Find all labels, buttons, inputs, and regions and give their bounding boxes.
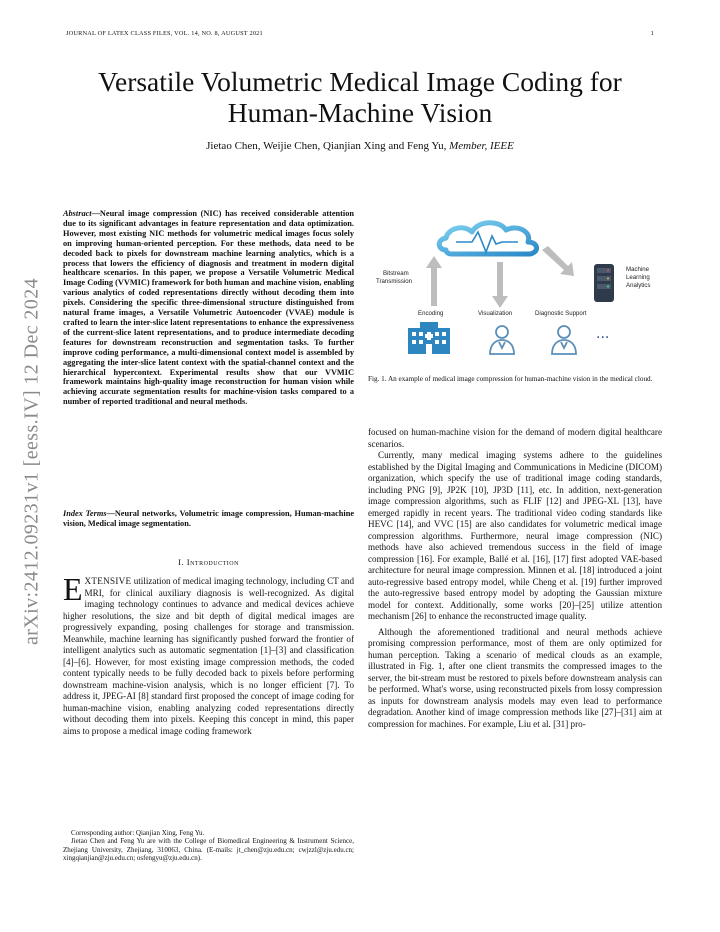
- label-diagnostic: Diagnostic Support: [535, 310, 587, 317]
- label-machine-1: Machine: [626, 266, 650, 273]
- cloud-icon: [439, 223, 536, 254]
- section-heading: I. Introduction: [178, 557, 239, 567]
- arxiv-stamp: arXiv:2412.09231v1 [eess.IV] 12 Dec 2024: [20, 277, 43, 646]
- index-terms-lead: Index Terms: [63, 509, 107, 518]
- intro-paragraph: [63, 571, 354, 737]
- diagonal-arrow-icon: [542, 246, 574, 276]
- doctor-icon: [490, 326, 514, 354]
- figure-medical-cloud: [368, 212, 662, 372]
- hospital-icon: [408, 322, 450, 354]
- intro-caps: XTENSIVE: [84, 576, 132, 586]
- paragraph-continuation: focused on human-machine vision for the demand of modern digital healthcare scenarios.: [368, 427, 662, 449]
- right-column-text: [368, 427, 662, 730]
- intro-text: utilization of medical imaging technology, including CT and MRI, for clinical auxiliary diagnosis is well-recognized. As digital imaging technology continues to advance and medical devices achieve higher resolutions, the size and bit depth of digital medical images are progressively expanding, posing challenges for storage and transmission. Meanwhile, machine learning has significantly pushed forward the frontier of intelligent analytics such as automatic segmentation [1]–[3] and classification [4]–[6]. However, for most existing image compression methods, the coded content typically needs to be fully decoded back to pixels before performing downstream machine-vision analysis, which is no longer efficient [7]. To address it, JPEG-AI [8] standard first proposed the concept of image coding for human-machine vision, enabling analyzing coded representations directly without decoding them into pixels. Keeping this concept in mind, this paper aims to propose a medical image coding framework: [63, 576, 354, 736]
- footnote: [63, 829, 354, 863]
- drop-cap: E: [63, 571, 83, 607]
- author-list: [60, 140, 660, 152]
- label-encoding: Encoding: [418, 310, 444, 317]
- running-header: [66, 30, 654, 37]
- author-membership: Member, IEEE: [449, 140, 514, 152]
- label-machine-3: Analytics: [626, 282, 651, 289]
- author-names: Jietao Chen, Weijie Chen, Qianjian Xing and Feng Yu,: [206, 140, 450, 152]
- abstract: [63, 209, 354, 407]
- upload-arrow-icon: [426, 256, 442, 306]
- abstract-lead: Abstract: [63, 209, 92, 218]
- label-bitstream-2: Transmission: [376, 278, 413, 285]
- journal-name: JOURNAL OF LATEX CLASS FILES, VOL. 14, NO. 8, AUGUST 2021: [66, 30, 263, 37]
- label-bitstream-1: Bitstream: [383, 270, 409, 277]
- index-terms: [63, 509, 354, 529]
- doctor-icon-2: [552, 326, 576, 354]
- paragraph-current-systems: Currently, many medical imaging systems adhere to the guidelines established by the Digital Imaging and Communications in Medicine (DICOM) organization, which specify the use of traditional image coding standards, including PNG [9], JP2K [10], JP3D [11], etc. In addition, next-generation image compression algorithms, such as FLIF [12] and JPEG-XL [13], have emerged rapidly in recent years. The traditional video coding standards like HEVC [14], and VVC [15] are also candidates for volumetric medical image compression algorithms. Furthermore, neural image compression (NIC) methods have also achieved tremendous success in the field of image compression [16]. For example, Ballé et al. [16], [17] first adopted VAE-based architecture for neural image compression. Minnen et al. [18] introduced a joint auto-regressive based entropy model, while Cheng et al. [19] further improved the auto-regressive based entropy model by adopting the Gaussian mixture model for context. Additionally, some works [20]–[25] utilize attention mechanism [26] to enhance the reconstructed image quality.: [368, 450, 662, 621]
- footnote-affiliation: Jietao Chen and Feng Yu are with the College of Biomedical Engineering & Instrument Science, Zhejiang University, Zhejiang, 310063, China. (E-mails: jt_chen@zju.edu.cn; cwjzzl@zju.edu.cn; xingqianjian@zju.edu.cn; osfengyu@zju.edu.cn).: [63, 837, 354, 863]
- footnote-corresponding: Corresponding author: Qianjian Xing, Feng Yu.: [71, 829, 205, 837]
- abstract-text: —Neural image compression (NIC) has received considerable attention due to its significant advantages in feature representation and data optimization. However, most existing NIC methods for volumetric medical images focus solely on improving human-oriented perception. For these methods, data need to be decoded back to pixels for downstream machine learning analytics, which is a process that lowers the efficiency of diagnosis and treatment in modern digital healthcare scenarios. In this paper, we propose a Versatile Volumetric Medical Image Coding (VVMIC) framework for both human and machine vision, enabling various analytics of coded representations directly without decoding them into pixels. Considering the specific three-dimensional structure distinguished from natural frame images, a Versatile Volumetric Autoencoder (VVAE) module is crafted to learn the inter-slice latent representations to enhance the expressiveness of the current-slice latent representations, and to produce intermediate decoding features for downstream reconstruction and segmentation tasks. To further improve coding performance, a multi-dimensional context model is assembled by aggregating the inter-slice latent context with the spatial-channel context and the hierarchical hypercontext. Experimental results show that our VVMIC framework maintains high-quality image reconstruction for human vision while achieving accurate segmentation results for machine-vision tasks compared to a number of reported traditional and neural methods.: [63, 209, 354, 407]
- label-visualization: Visualization: [478, 310, 513, 317]
- figure-caption: Fig. 1. An example of medical image compression for human-machine vision in the medical cloud.: [368, 375, 653, 383]
- paragraph-methods: Although the aforementioned traditional and neural methods achieve promising compression performance, most of them are only optimized for human perception. Taking a scenario of medical clouds as an example, illustrated in Fig. 1, after one client transmits the compressed images to the server, the bit-stream must be restored to pixels before downstream analysis can be performed. What's worse, using reconstructed pixels from lossy compression as inputs for downstream analysis models may even lead to performance degradation. Another kind of image compression methods like [27]–[31] aim at compression for machines. For example, Liu et al. [31] pro-: [368, 626, 662, 729]
- server-icon: [594, 264, 614, 302]
- page-number: 1: [650, 30, 654, 37]
- paper-title: Versatile Volumetric Medical Image Coding for Human-Machine Vision: [98, 66, 622, 128]
- ellipsis-icon: ···: [596, 330, 610, 346]
- index-terms-text: —Neural networks, Volumetric image compression, Human-machine vision, Medical image segmentation.: [63, 509, 354, 528]
- download-arrow-icon: [492, 262, 508, 308]
- label-machine-2: Learning: [626, 274, 650, 281]
